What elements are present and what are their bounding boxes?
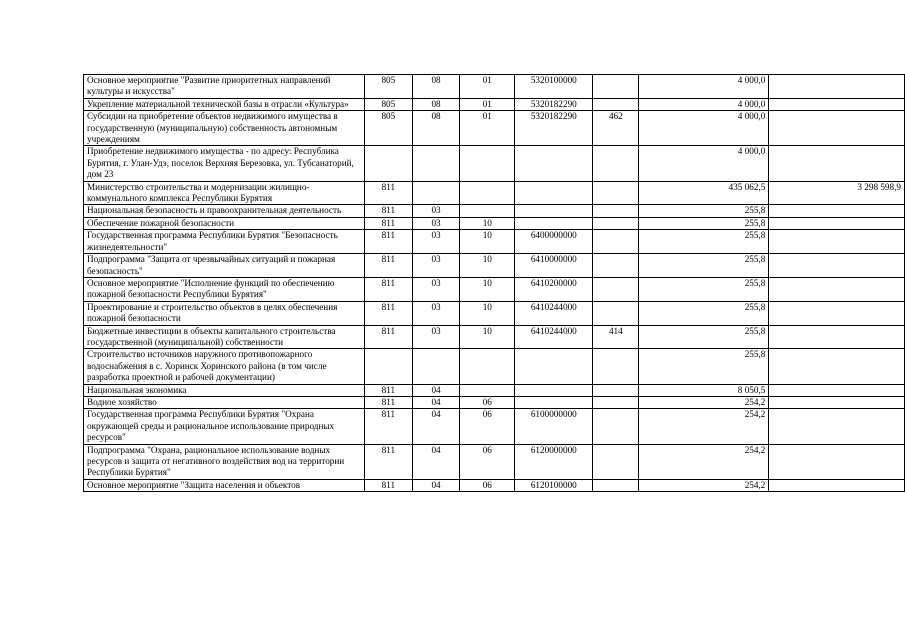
amount-cell: 254,2 [639,479,769,491]
table-row [84,111,905,146]
expense-type-cell [593,396,639,408]
target-article-cell [515,217,593,229]
ministry-code-cell: 811 [364,301,412,325]
subsection-code-cell: 06 [460,409,515,444]
amount-cell: 255,8 [639,349,769,384]
expense-type-cell [593,479,639,491]
amount-cell: 255,8 [639,325,769,349]
amount-total-cell [769,98,905,110]
subsection-code-cell [460,181,515,205]
ministry-code-cell: 811 [364,254,412,278]
row-name-cell: Подпрограмма "Защита от чрезвычайных ситуаций и пожарная безопасность" [84,254,365,278]
row-name-cell: Водное хозяйство [84,396,365,408]
table-row [84,181,905,205]
amount-total-cell [769,479,905,491]
expense-type-cell: 414 [593,325,639,349]
amount-cell: 4 000,0 [639,75,769,99]
row-name-cell: Основное мероприятие "Исполнение функций по обеспечению пожарной безопасности Республики Бурятия" [84,277,365,301]
section-code-cell: 03 [412,325,460,349]
amount-total-cell [769,146,905,181]
amount-cell: 254,2 [639,396,769,408]
amount-total-cell [769,396,905,408]
amount-cell: 254,2 [639,444,769,479]
subsection-code-cell: 10 [460,254,515,278]
target-article-cell [515,396,593,408]
table-row [84,75,905,99]
table-row [84,384,905,396]
amount-cell: 4 000,0 [639,146,769,181]
ministry-code-cell: 811 [364,409,412,444]
amount-total-cell [769,254,905,278]
expense-type-cell [593,230,639,254]
amount-total-cell [769,384,905,396]
row-name-cell: Проектирование и строительство объектов в целях обеспечения пожарной безопасности [84,301,365,325]
amount-total-cell [769,409,905,444]
target-article-cell [515,205,593,217]
subsection-code-cell: 10 [460,230,515,254]
expense-type-cell [593,384,639,396]
table-row [84,325,905,349]
section-code-cell: 03 [412,301,460,325]
row-name-cell: Национальная безопасность и правоохранительная деятельность [84,205,365,217]
row-name-cell: Укрепление материальной технической базы в отрасли «Культура» [84,98,365,110]
ministry-code-cell: 811 [364,205,412,217]
amount-cell: 8 050,5 [639,384,769,396]
subsection-code-cell: 10 [460,277,515,301]
target-article-cell: 5320182290 [515,98,593,110]
section-code-cell [412,349,460,384]
table-row [84,444,905,479]
amount-cell: 4 000,0 [639,111,769,146]
subsection-code-cell [460,205,515,217]
target-article-cell: 6120000000 [515,444,593,479]
expense-type-cell [593,444,639,479]
subsection-code-cell [460,146,515,181]
amount-cell: 4 000,0 [639,98,769,110]
row-name-cell: Министерство строительства и модернизации жилищно-коммунального комплекса Республики Бурятия [84,181,365,205]
amount-total-cell [769,217,905,229]
row-name-cell: Бюджетные инвестиции в объекты капитального строительства государственной (муниципальной) собственности [84,325,365,349]
row-name-cell: Государственная программа Республики Бурятия "Безопасность жизнедеятельности" [84,230,365,254]
table-row [84,301,905,325]
amount-cell: 255,8 [639,254,769,278]
subsection-code-cell: 06 [460,396,515,408]
table-row [84,349,905,384]
subsection-code-cell: 01 [460,75,515,99]
section-code-cell: 03 [412,217,460,229]
table-row [84,98,905,110]
section-code-cell: 03 [412,277,460,301]
row-name-cell: Приобретение недвижимого имущества - по адресу: Республика Бурятия, г. Улан-Удэ, поселок Верхняя Березовка, ул. Тубсанаторий, дом 23 [84,146,365,181]
row-name-cell: Основное мероприятие "Защита населения и объектов [84,479,365,491]
expense-type-cell [593,217,639,229]
subsection-code-cell: 10 [460,325,515,349]
table-row [84,479,905,491]
table-row [84,230,905,254]
expense-type-cell: 462 [593,111,639,146]
table-row [84,396,905,408]
subsection-code-cell [460,384,515,396]
expense-type-cell [593,146,639,181]
section-code-cell: 04 [412,409,460,444]
section-code-cell: 03 [412,205,460,217]
section-code-cell: 04 [412,479,460,491]
ministry-code-cell: 811 [364,384,412,396]
row-name-cell: Подпрограмма "Охрана, рациональное использование водных ресурсов и защита от негативного воздействия вод на территории Республики Бурятия" [84,444,365,479]
target-article-cell: 6120100000 [515,479,593,491]
expense-type-cell [593,181,639,205]
section-code-cell [412,181,460,205]
section-code-cell: 03 [412,254,460,278]
section-code-cell: 08 [412,75,460,99]
amount-total-cell [769,325,905,349]
ministry-code-cell: 805 [364,111,412,146]
target-article-cell: 5320100000 [515,75,593,99]
amount-cell: 435 062,5 [639,181,769,205]
ministry-code-cell: 805 [364,75,412,99]
row-name-cell: Государственная программа Республики Бурятия "Охрана окружающей среды и рациональное использование природных ресурсов" [84,409,365,444]
ministry-code-cell: 811 [364,277,412,301]
amount-cell: 254,2 [639,409,769,444]
row-name-cell: Строительство источников наружного противопожарного водоснабжения в с. Хоринск Хоринского района (в том числе разработка проектной и рабочей документации) [84,349,365,384]
amount-total-cell [769,349,905,384]
amount-total-cell [769,444,905,479]
target-article-cell [515,146,593,181]
table-row [84,254,905,278]
ministry-code-cell [364,349,412,384]
subsection-code-cell: 06 [460,444,515,479]
expense-type-cell [593,277,639,301]
budget-table [83,74,905,492]
target-article-cell: 5320182290 [515,111,593,146]
expense-type-cell [593,75,639,99]
amount-total-cell [769,75,905,99]
subsection-code-cell: 10 [460,217,515,229]
amount-cell: 255,8 [639,217,769,229]
amount-total-cell [769,230,905,254]
subsection-code-cell [460,349,515,384]
section-code-cell: 04 [412,384,460,396]
amount-total-cell: 3 298 598,9 [769,181,905,205]
row-name-cell: Национальная экономика [84,384,365,396]
section-code-cell: 03 [412,230,460,254]
amount-cell: 255,8 [639,301,769,325]
amount-total-cell [769,277,905,301]
expense-type-cell [593,301,639,325]
ministry-code-cell: 811 [364,444,412,479]
table-row [84,146,905,181]
amount-cell: 255,8 [639,230,769,254]
target-article-cell: 6400000000 [515,230,593,254]
ministry-code-cell [364,146,412,181]
table-row [84,409,905,444]
expense-type-cell [593,98,639,110]
expense-type-cell [593,349,639,384]
ministry-code-cell: 811 [364,181,412,205]
ministry-code-cell: 805 [364,98,412,110]
table-row [84,217,905,229]
row-name-cell: Обеспечение пожарной безопасности [84,217,365,229]
target-article-cell: 6410244000 [515,325,593,349]
section-code-cell: 04 [412,444,460,479]
section-code-cell [412,146,460,181]
amount-total-cell [769,111,905,146]
subsection-code-cell: 01 [460,98,515,110]
ministry-code-cell: 811 [364,217,412,229]
amount-total-cell [769,301,905,325]
table-row [84,277,905,301]
target-article-cell: 6410244000 [515,301,593,325]
row-name-cell: Субсидии на приобретение объектов недвижимого имущества в государственную (муниципальную) собственность автономным учреждениям [84,111,365,146]
section-code-cell: 08 [412,111,460,146]
subsection-code-cell: 06 [460,479,515,491]
ministry-code-cell: 811 [364,479,412,491]
target-article-cell [515,349,593,384]
amount-total-cell [769,205,905,217]
target-article-cell [515,384,593,396]
subsection-code-cell: 01 [460,111,515,146]
target-article-cell: 6410000000 [515,254,593,278]
target-article-cell [515,181,593,205]
ministry-code-cell: 811 [364,325,412,349]
expense-type-cell [593,409,639,444]
expense-type-cell [593,254,639,278]
section-code-cell: 08 [412,98,460,110]
target-article-cell: 6100000000 [515,409,593,444]
section-code-cell: 04 [412,396,460,408]
row-name-cell: Основное мероприятие "Развитие приоритетных направлений культуры и искусства" [84,75,365,99]
ministry-code-cell: 811 [364,230,412,254]
expense-type-cell [593,205,639,217]
target-article-cell: 6410200000 [515,277,593,301]
table-row [84,205,905,217]
ministry-code-cell: 811 [364,396,412,408]
subsection-code-cell: 10 [460,301,515,325]
amount-cell: 255,8 [639,205,769,217]
amount-cell: 255,8 [639,277,769,301]
